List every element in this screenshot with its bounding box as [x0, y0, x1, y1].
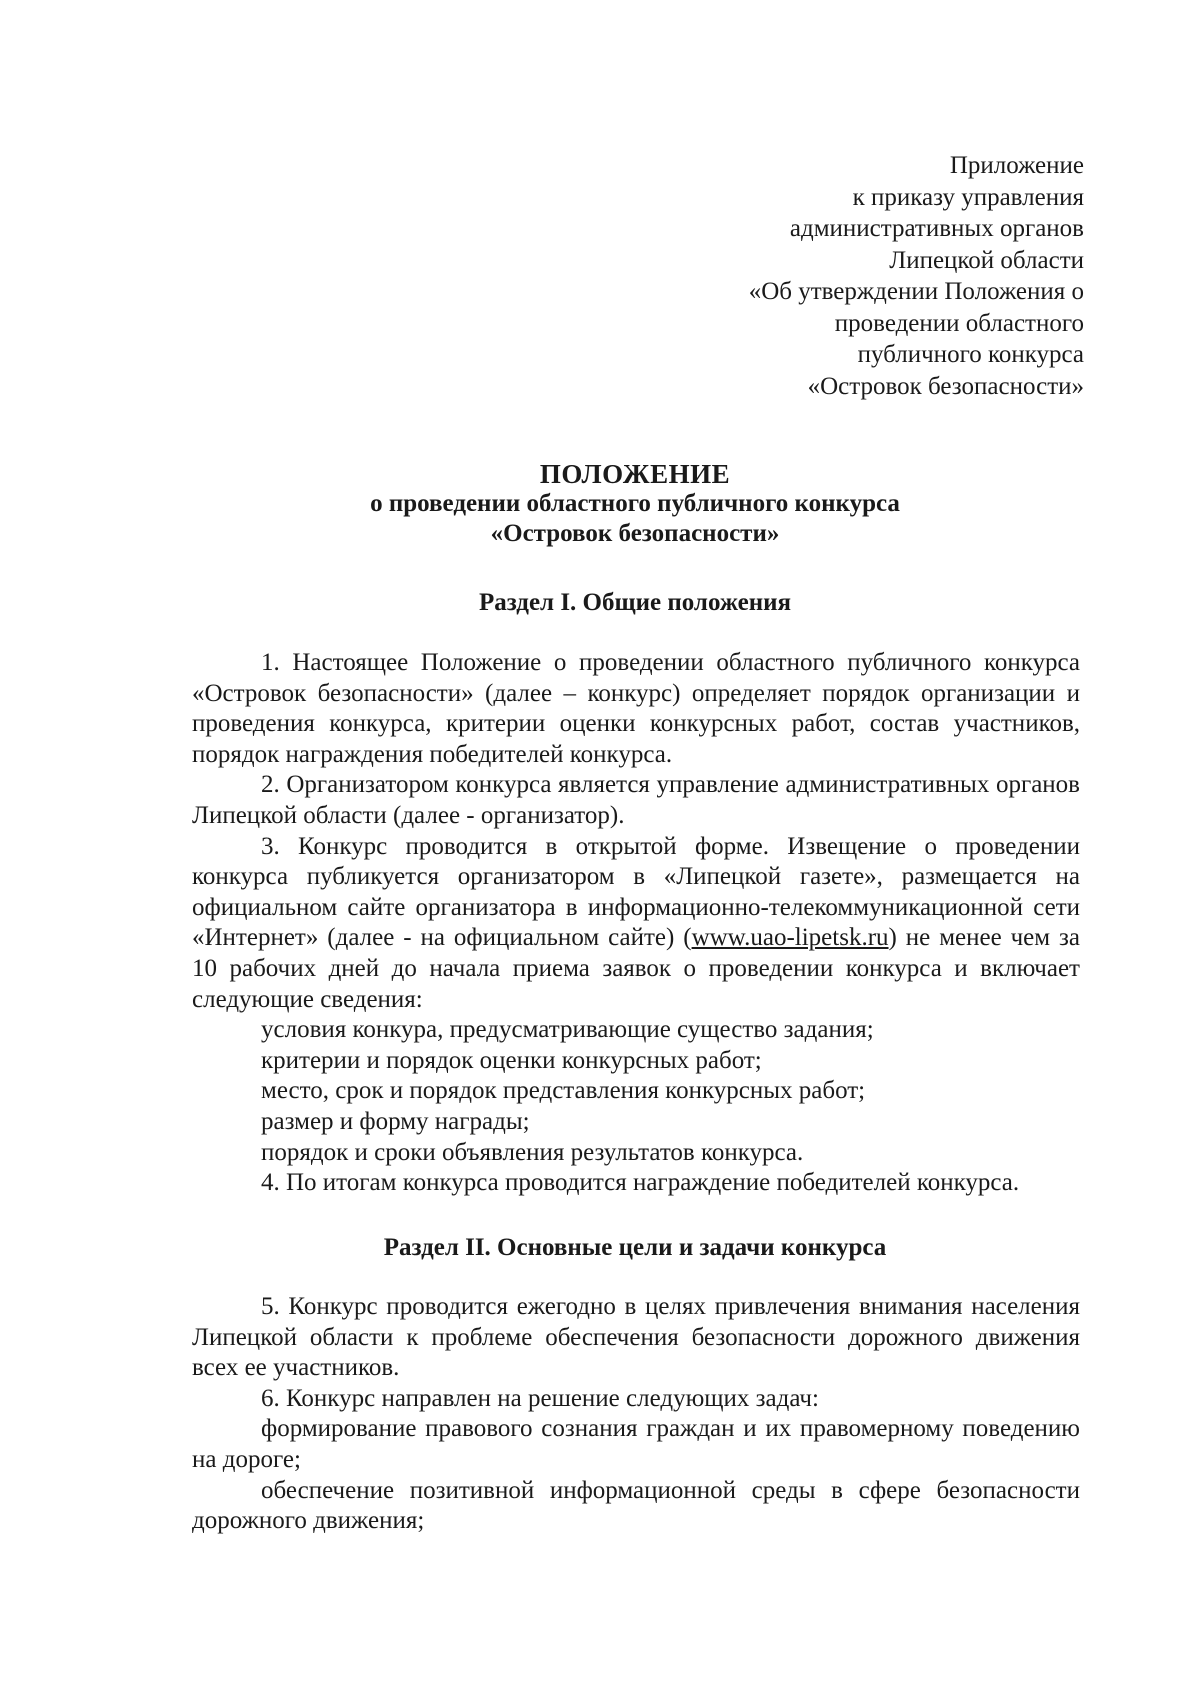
list-item: место, срок и порядок представления конкурсных работ; [261, 1077, 866, 1105]
list-item: порядок и сроки объявления результатов конкурса. [261, 1138, 804, 1166]
paragraph-3-text-end: ) не менее чем за 10 рабочих дней до начала приема заявок о проведении конкурса и включает следующие сведения: [192, 924, 1081, 1013]
website-link[interactable]: www.uao-lipetsk.ru [691, 924, 889, 952]
appendix-line: «Островок безопасности» [807, 372, 1084, 400]
list-item: условия конкура, предусматривающие существо задания; [261, 1016, 874, 1044]
list-item: критерии и порядок оценки конкурсных работ; [261, 1046, 762, 1074]
appendix-block [564, 150, 1084, 402]
task-item: обеспечение позитивной информационной среды в сфере безопасности дорожного движения; [192, 1476, 1080, 1535]
document-title [190, 459, 1080, 549]
list-item: размер и форму награды; [261, 1107, 530, 1135]
section-1-body [192, 648, 1080, 1199]
paragraph-1: 1. Настоящее Положение о проведении областного публичного конкурса «Островок безопасности» (далее – конкурс) определяет порядок организации и проведения конкурса, критерии оценки конкурсных работ, состав участников, порядок награждения победителей конкурса. [192, 649, 1080, 768]
title-subtitle: о проведении областного публичного конкурса [370, 490, 900, 517]
appendix-line: проведении областного [834, 309, 1084, 337]
appendix-line: Приложение [949, 152, 1084, 179]
appendix-line: административных органов [789, 215, 1084, 242]
appendix-line: к приказу управления [852, 183, 1084, 211]
appendix-line: публичного конкурса [857, 341, 1084, 368]
paragraph-3 [192, 832, 1080, 1016]
appendix-line: «Об утверждении Положения о [748, 278, 1084, 305]
section-2-heading: Раздел II. Основные цели и задачи конкурса [383, 1234, 887, 1261]
title-contest-name: «Островок безопасности» [490, 520, 780, 547]
paragraph-6: 6. Конкурс направлен на решение следующих задач: [261, 1384, 819, 1412]
appendix-line: Липецкой области [889, 246, 1084, 274]
paragraph-5: 5. Конкурс проводится ежегодно в целях привлечения внимания населения Липецкой области к проблеме обеспечения безопасности дорожного движения всех ее участников. [192, 1293, 1080, 1382]
paragraph-3-text: 3. Конкурс проводится в открытой форме. Извещение о проведении конкурса публикуется организатором в «Липецкой газете», размещается на официальном сайте организатора в информационно-телекоммуникационной сети «Интернет» (далее - на официальном сайте) ( [192, 832, 1080, 952]
section-2-body [192, 1292, 1080, 1537]
paragraph-4: 4. По итогам конкурса проводится награждение победителей конкурса. [261, 1169, 1020, 1197]
title-main: ПОЛОЖЕНИЕ [539, 459, 731, 489]
task-item: формирование правового сознания граждан и их правомерному поведению на дороге; [192, 1415, 1080, 1473]
paragraph-2: 2. Организатором конкурса является управление административных органов Липецкой области (далее - организатор). [192, 771, 1080, 829]
section-1-heading: Раздел I. Общие положения [478, 589, 792, 616]
